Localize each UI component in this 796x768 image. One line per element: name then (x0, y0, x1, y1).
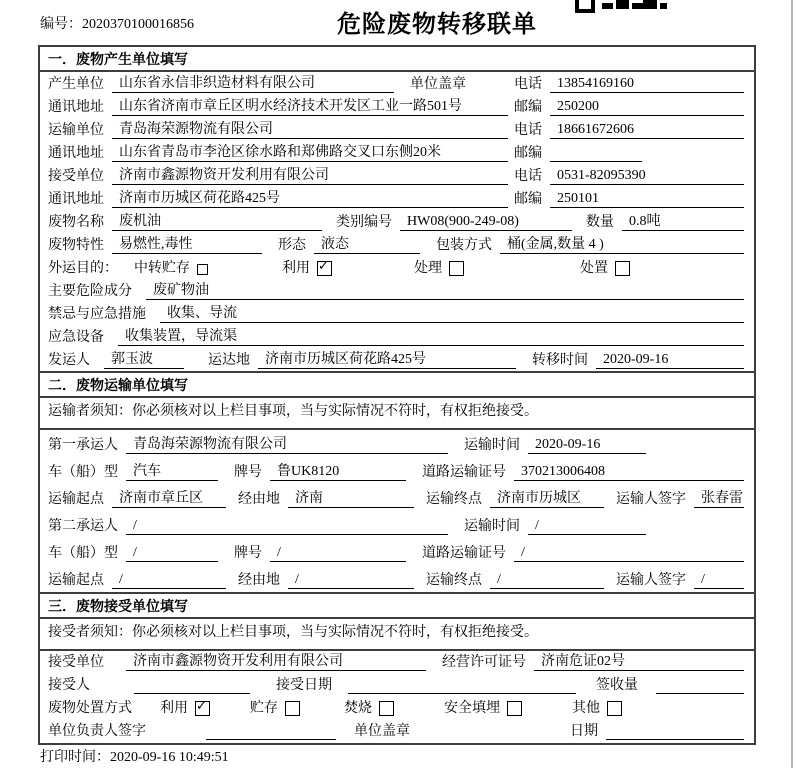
second-origin-value: / (112, 572, 226, 589)
accepting-unit-value: 济南市鑫源物资开发利用有限公司 (126, 650, 426, 671)
accepting-unit-row (40, 651, 754, 674)
purpose-transit-storage-label: 中转贮存 (134, 261, 190, 276)
emergency-equipment-label: 应急设备 (48, 330, 104, 345)
disposal-utilize-label: 利用 (160, 701, 188, 716)
phone-label: 电话 (514, 77, 542, 92)
vehicle-type-row (40, 457, 754, 484)
waste-name-label: 废物名称 (48, 215, 104, 230)
second-plate-number-value: / (270, 545, 406, 562)
disposal-landfill-label: 安全填埋 (444, 701, 500, 716)
destination-label: 运达地 (208, 353, 250, 368)
address-label: 通讯地址 (48, 192, 104, 207)
postcode-label: 邮编 (514, 100, 542, 115)
transport-date-label: 运输时间 (464, 519, 520, 534)
carrier-signature-label: 运输人签字 (616, 573, 686, 588)
packaging-label: 包装方式 (436, 238, 492, 253)
plate-number-label: 牌号 (234, 465, 262, 480)
carrier-signature-label: 运输人签字 (616, 492, 686, 507)
quantity-value: 0.8吨 (622, 210, 744, 231)
emergency-equipment-value: 收集装置，导流渠 (118, 325, 744, 346)
road-permit-label: 道路运输证号 (422, 465, 506, 480)
form-state-value: 液态 (314, 233, 420, 254)
emergency-measures-label: 禁忌与应急措施 (48, 307, 146, 322)
road-permit-label: 道路运输证号 (422, 546, 506, 561)
transport-date-value: 2020-09-16 (528, 437, 646, 454)
qr-code-fragment-icon (575, 0, 667, 10)
accept-person-row (40, 674, 754, 697)
shipper-value: 郭玉波 (104, 348, 184, 369)
second-vehicle-type-row (40, 538, 754, 565)
origin-value: 济南市章丘区 (112, 487, 226, 508)
postcode-label: 邮编 (514, 192, 542, 207)
transporter-address-value: 山东省青岛市李沧区徐水路和郑佛路交叉口东侧20米 (112, 141, 508, 162)
transporter-notice: 运输者须知：你必须核对以上栏目事项，当与实际情况不符时，有权拒绝接受。 (40, 398, 754, 430)
section-receiver (40, 592, 754, 743)
producer-phone-value: 13854169160 (550, 76, 744, 93)
page-title: 危险废物转移联单 (337, 11, 537, 38)
accept-date-value (348, 693, 576, 694)
phone-label: 电话 (514, 169, 542, 184)
plate-number-value: 鲁UK8120 (270, 460, 406, 481)
postcode-label: 邮编 (514, 146, 542, 161)
receiver-address-row (40, 187, 754, 210)
disposal-storage-checkbox (285, 701, 300, 716)
producer-unit-value: 山东省永信非织造材料有限公司 (112, 72, 394, 93)
hazard-component-label: 主要危险成分 (48, 284, 132, 299)
second-vehicle-type-value: / (126, 545, 218, 562)
transporter-unit-label: 运输单位 (48, 123, 104, 138)
emergency-measures-row (40, 302, 754, 325)
producer-address-value: 山东省济南市章丘区明水经济技术开发区工业一路501号 (112, 95, 508, 116)
section-producer (40, 47, 754, 371)
disposal-other-checkbox (607, 701, 622, 716)
via-label: 经由地 (238, 573, 280, 588)
first-carrier-value: 青岛海荣源物流有限公司 (126, 433, 448, 454)
via-label: 经由地 (238, 492, 280, 507)
producer-address-row (40, 95, 754, 118)
waste-property-label: 废物特性 (48, 238, 104, 253)
accepting-unit-label: 接受单位 (48, 655, 104, 670)
print-time (40, 746, 229, 766)
manifest-form (38, 45, 756, 745)
license-number-value: 济南危证02号 (534, 650, 744, 671)
destination-value: 济南市历城区荷花路425号 (258, 348, 516, 369)
second-via-value: / (288, 572, 414, 589)
page-edge-divider (791, 0, 793, 768)
disposal-landfill-checkbox (507, 701, 522, 716)
accept-date-label: 接受日期 (276, 678, 332, 693)
date-value (606, 739, 744, 740)
vehicle-type-value: 汽车 (126, 460, 218, 481)
transfer-purpose-label: 外运目的： (48, 261, 118, 276)
disposal-method-row (40, 697, 754, 720)
transporter-phone-value: 18661672606 (550, 122, 744, 139)
section-producer-title: 一．废物产生单位填写 (40, 47, 754, 72)
vehicle-type-label: 车（船）型 (48, 465, 118, 480)
accept-person-value (134, 693, 250, 694)
transporter-unit-value: 青岛海荣源物流有限公司 (112, 118, 508, 139)
receiver-postcode-value: 250101 (550, 191, 744, 208)
disposal-incinerate-label: 焚烧 (344, 701, 372, 716)
purpose-dispose-checkbox (615, 261, 630, 276)
category-code-value: HW08(900-249-08) (400, 214, 572, 231)
disposal-incinerate-checkbox (379, 701, 394, 716)
receiver-address-value: 济南市历城区荷花路425号 (112, 187, 508, 208)
document-number-label: 编号： (40, 17, 82, 32)
document-number-value: 2020370100016856 (82, 17, 194, 32)
category-code-label: 类别编号 (336, 215, 392, 230)
waste-name-row (40, 210, 754, 233)
second-carrier-row (40, 511, 754, 538)
vehicle-type-label: 车（船）型 (48, 546, 118, 561)
section-receiver-title: 三．废物接受单位填写 (40, 594, 754, 619)
producer-unit-row (40, 72, 754, 95)
hazard-component-row (40, 279, 754, 302)
purpose-transit-storage-checkbox (197, 264, 208, 275)
shipper-row (40, 348, 754, 371)
disposal-method-label: 废物处置方式 (48, 701, 132, 716)
waste-property-row (40, 233, 754, 256)
producer-postcode-value: 250200 (550, 99, 744, 116)
second-road-permit-value: / (514, 545, 744, 562)
second-endpoint-value: / (490, 572, 604, 589)
unit-seal-label: 单位盖章 (354, 724, 410, 739)
waste-name-value: 废机油 (112, 210, 322, 231)
origin-label: 运输起点 (48, 573, 104, 588)
second-route-row (40, 565, 754, 592)
date-label: 日期 (570, 724, 598, 739)
receiver-unit-row (40, 164, 754, 187)
responsible-signature-value (206, 739, 336, 740)
received-amount-value (656, 693, 744, 694)
disposal-storage-label: 贮存 (250, 701, 278, 716)
endpoint-value: 济南市历城区 (490, 487, 604, 508)
quantity-label: 数量 (586, 215, 614, 230)
plate-number-label: 牌号 (234, 546, 262, 561)
phone-label: 电话 (514, 123, 542, 138)
disposal-other-label: 其他 (572, 701, 600, 716)
purpose-treat-label: 处理 (414, 261, 442, 276)
unit-seal-label: 单位盖章 (410, 77, 466, 92)
accept-person-label: 接受人 (48, 678, 90, 693)
purpose-treat-checkbox (449, 261, 464, 276)
producer-unit-label: 产生单位 (48, 77, 104, 92)
receiver-notice: 接受者须知：你必须核对以上栏目事项，当与实际情况不符时，有权拒绝接受。 (40, 619, 754, 651)
via-value: 济南 (288, 487, 414, 508)
disposal-utilize-checkbox (195, 701, 210, 716)
purpose-dispose-label: 处置 (580, 261, 608, 276)
emergency-measures-value: 收集、导流 (160, 302, 744, 323)
transfer-date-label: 转移时间 (532, 353, 588, 368)
origin-label: 运输起点 (48, 492, 104, 507)
first-carrier-label: 第一承运人 (48, 438, 118, 453)
address-label: 通讯地址 (48, 100, 104, 115)
receiver-phone-value: 0531-82095390 (550, 168, 744, 185)
transport-date-label: 运输时间 (464, 438, 520, 453)
section-transporter (40, 371, 754, 592)
transporter-unit-row (40, 118, 754, 141)
endpoint-label: 运输终点 (426, 573, 482, 588)
carrier-signature-value: 张春雷 (694, 487, 744, 508)
endpoint-label: 运输终点 (426, 492, 482, 507)
shipper-label: 发运人 (48, 353, 90, 368)
section-transporter-title: 二．废物运输单位填写 (40, 373, 754, 398)
first-carrier-row (40, 430, 754, 457)
waste-property-value: 易燃性,毒性 (112, 233, 262, 254)
transfer-purpose-row (40, 256, 754, 279)
transporter-postcode-value (550, 161, 642, 162)
second-carrier-label: 第二承运人 (48, 519, 118, 534)
print-time-label: 打印时间： (40, 750, 110, 765)
responsible-signature-label: 单位负责人签字 (48, 724, 146, 739)
receiver-unit-value: 济南市鑫源物资开发利用有限公司 (112, 164, 508, 185)
packaging-value: 桶(金属,数量 4 ) (500, 233, 744, 254)
received-amount-label: 签收量 (596, 678, 638, 693)
second-carrier-value: / (126, 518, 448, 535)
purpose-utilize-checkbox (317, 261, 332, 276)
second-carrier-signature-value: / (694, 572, 744, 589)
purpose-utilize-label: 利用 (282, 261, 310, 276)
responsible-signature-row (40, 720, 754, 743)
second-transport-date-value: / (528, 518, 646, 535)
road-permit-value: 370213006408 (514, 464, 744, 481)
form-state-label: 形态 (278, 238, 306, 253)
hazard-component-value: 废矿物油 (146, 279, 744, 300)
emergency-equipment-row (40, 325, 754, 348)
receiver-unit-label: 接受单位 (48, 169, 104, 184)
transfer-date-value: 2020-09-16 (596, 352, 744, 369)
license-number-label: 经营许可证号 (442, 655, 526, 670)
address-label: 通讯地址 (48, 146, 104, 161)
route-row (40, 484, 754, 511)
print-time-value: 2020-09-16 10:49:51 (110, 750, 229, 765)
transporter-address-row (40, 141, 754, 164)
